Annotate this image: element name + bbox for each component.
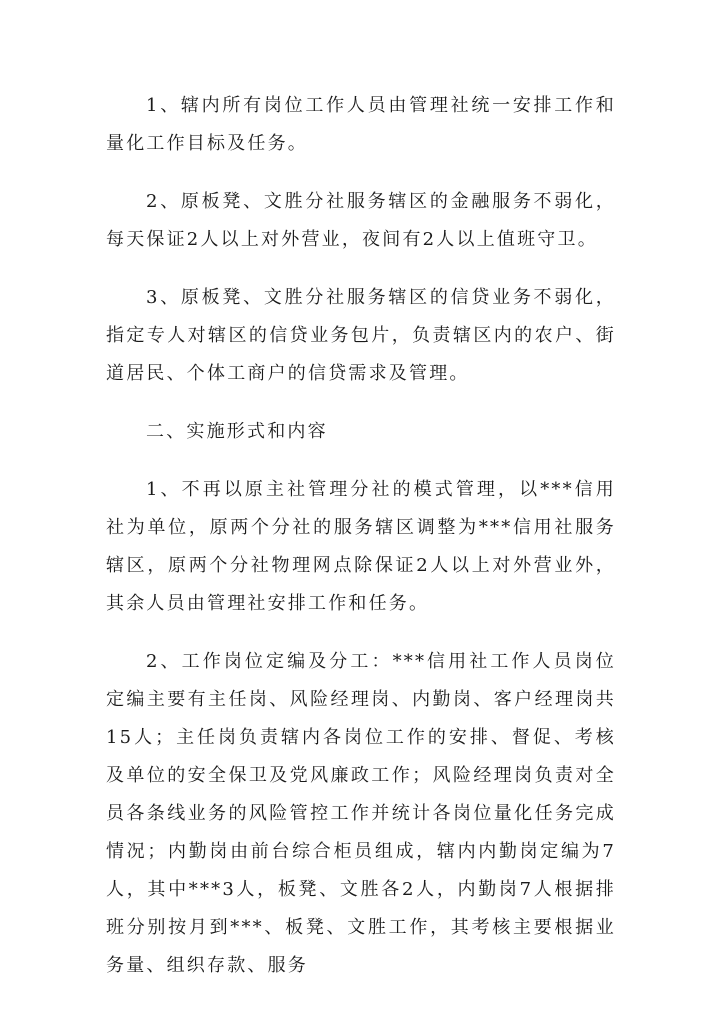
- paragraph-3: 3、原板凳、文胜分社服务辖区的信贷业务不弱化，指定专人对辖区的信贷业务包片，负责辖区内的农户、街道居民、个体工商户的信贷需求及管理。: [106, 287, 616, 384]
- paragraph-1: 1、辖内所有岗位工作人员由管理社统一安排工作和量化工作目标及任务。: [106, 95, 616, 154]
- paragraph-2: 2、原板凳、文胜分社服务辖区的金融服务不弱化，每天保证2人以上对外营业，夜间有2人以上值班守卫。: [106, 191, 616, 250]
- paragraph-4: 1、不再以原主社管理分社的模式管理，以***信用社为单位，原两个分社的服务辖区调整为***信用社服务辖区，原两个分社物理网点除保证2人以上对外营业外，其余人员由管理社安排工作和任务。: [106, 479, 616, 614]
- paragraph-5: 2、工作岗位定编及分工：***信用社工作人员岗位定编主要有主任岗、风险经理岗、内勤岗、客户经理岗共15人；主任岗负责辖内各岗位工作的安排、督促、考核及单位的安全保卫及党风廉政工作；风险经理岗负责对全员各条线业务的风险管控工作并统计各岗位量化任务完成情况；内勤岗由前台综合柜员组成，辖内内勤岗定编为7人，其中***3人，板凳、文胜各2人，内勤岗7人根据排班分别按月到***、板凳、文胜工作，其考核主要根据业务量、组织存款、服务: [106, 651, 616, 976]
- document-body: [106, 87, 616, 1005]
- section-heading: 二、实施形式和内容: [146, 421, 328, 442]
